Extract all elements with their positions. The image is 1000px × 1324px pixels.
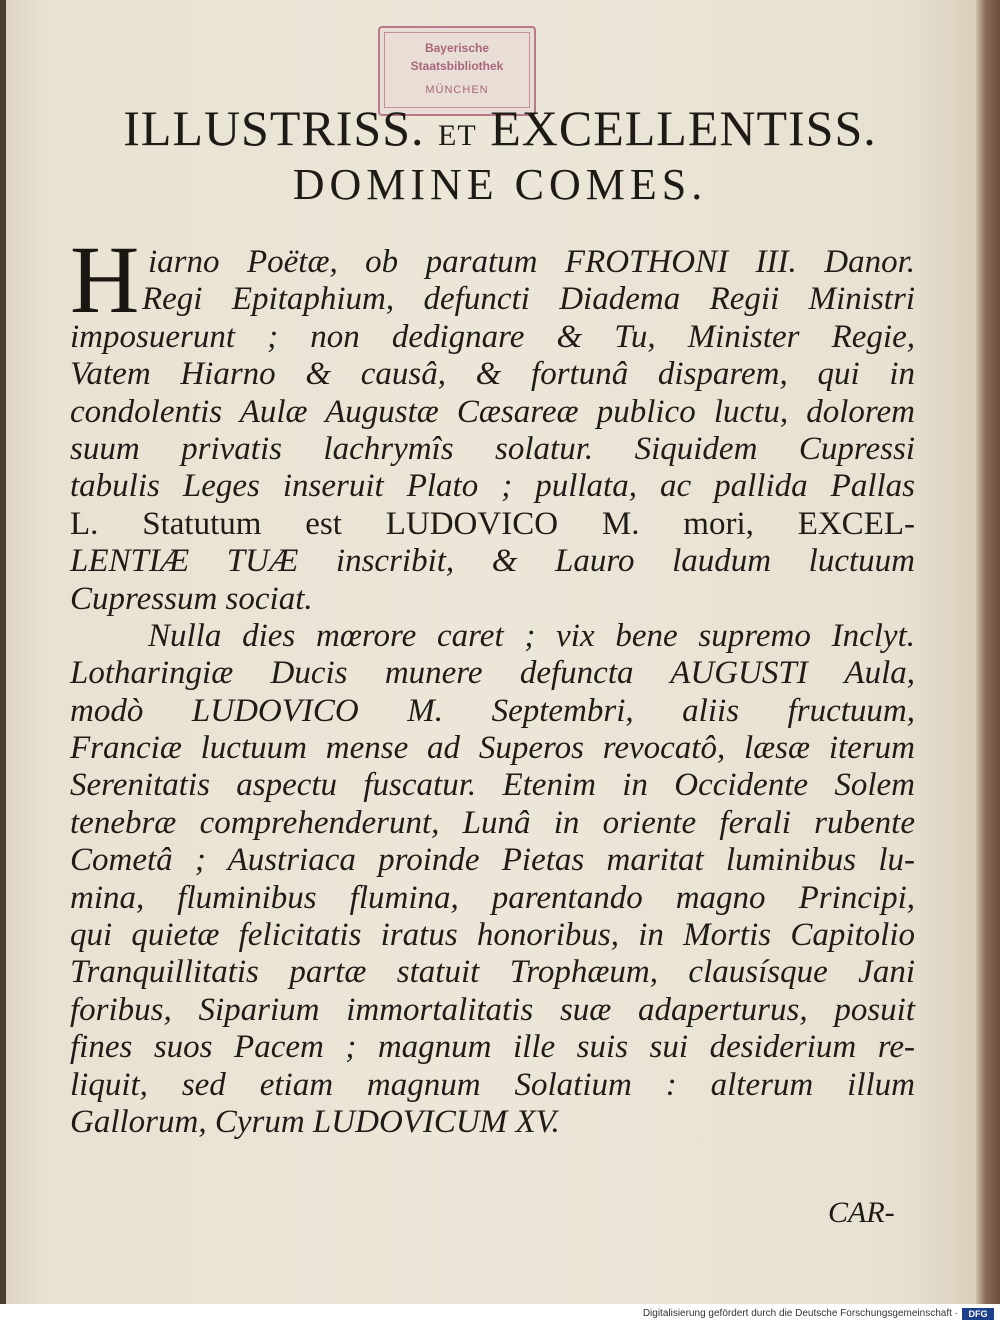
text-line: liquit, sed etiam magnum Solatium : alterum illum [70,1066,915,1103]
text-line: qui quietæ felicitatis iratus honoribus, in Mortis Capitolio [70,917,915,954]
text-line: Franciæ luctuum mense ad Superos revocatô, læsæ iterum [70,730,915,767]
text-line: imposuerunt ; non dedignare & Tu, Minister Regie, [70,318,915,355]
text-line: iarno Poëtæ, ob paratum FROTHONI III. Danor. [148,244,915,280]
dfg-logo: DFG [962,1308,994,1320]
stamp-line-2: Staatsbibliothek [410,59,504,73]
body-text [70,244,915,1141]
page-edge [976,0,1000,1304]
title-et: ET [438,119,477,152]
text-line: tenebræ comprehenderunt, Lunâ in oriente ferali rubente [70,804,915,841]
catchword: CAR- [828,1196,895,1229]
stamp-line-3: MÜNCHEN [425,84,489,96]
library-stamp-frame [384,32,530,108]
title-excellentiss: EXCELLENTISS. [490,100,877,156]
drop-capital: H [70,226,140,333]
text-line: LENTIÆ TUÆ inscribit, & Lauro laudum luctuum [70,543,915,580]
text-line: L. Statutum est LUDOVICO M. mori, EXCEL- [70,505,915,542]
text-line: condolentis Aulæ Augustæ Cæsareæ publico luctu, dolorem [70,393,915,430]
title-illustriss: ILLUSTRISS. [123,100,425,156]
text-line: Serenitatis aspectu fuscatur. Etenim in Occidente Solem [70,767,915,804]
page-subtitle: DOMINE COMES. [292,160,708,209]
text-line: mina, fluminibus flumina, parentando magno Principi, [70,879,915,916]
digitization-footer [0,1304,1000,1324]
text-line: Tranquillitatis partæ statuit Trophæum, clausísque Jani [70,954,915,991]
text-line: suum privatis lachrymîs solatur. Siquidem Cupressi [70,430,915,467]
text-line: Cometâ ; Austriaca proinde Pietas maritat luminibus lu- [70,842,915,879]
page-title [60,98,940,166]
text-line: fines suos Pacem ; magnum ille suis sui desiderium re- [70,1029,915,1066]
stamp-line-1: Bayerische [424,41,490,55]
text-line: modò LUDOVICO M. Septembri, aliis fructuum, [70,692,915,729]
text-line: Nulla dies mœrore caret ; vix bene supremo Inclyt. [148,617,915,654]
text-line: foribus, Siparium immortalitatis suæ adaperturus, posuit [70,991,915,1028]
text-line: tabulis Leges inseruit Plato ; pullata, ac pallida Pallas [70,468,915,505]
text-line: Regi Epitaphium, defuncti Diadema Regii Ministri [142,281,915,318]
text-line: Lotharingiæ Ducis munere defuncta AUGUSTI Aula, [70,655,915,692]
text-line: Gallorum, Cyrum LUDOVICUM XV. [70,1103,560,1140]
footer-credit: Digitalisierung gefördert durch die Deutsche Forschungsgemeinschaft · [642,1308,958,1319]
text-line: Vatem Hiarno & causâ, & fortunâ disparem, qui in [70,356,915,393]
text-line: Cupressum sociat. [70,580,313,617]
